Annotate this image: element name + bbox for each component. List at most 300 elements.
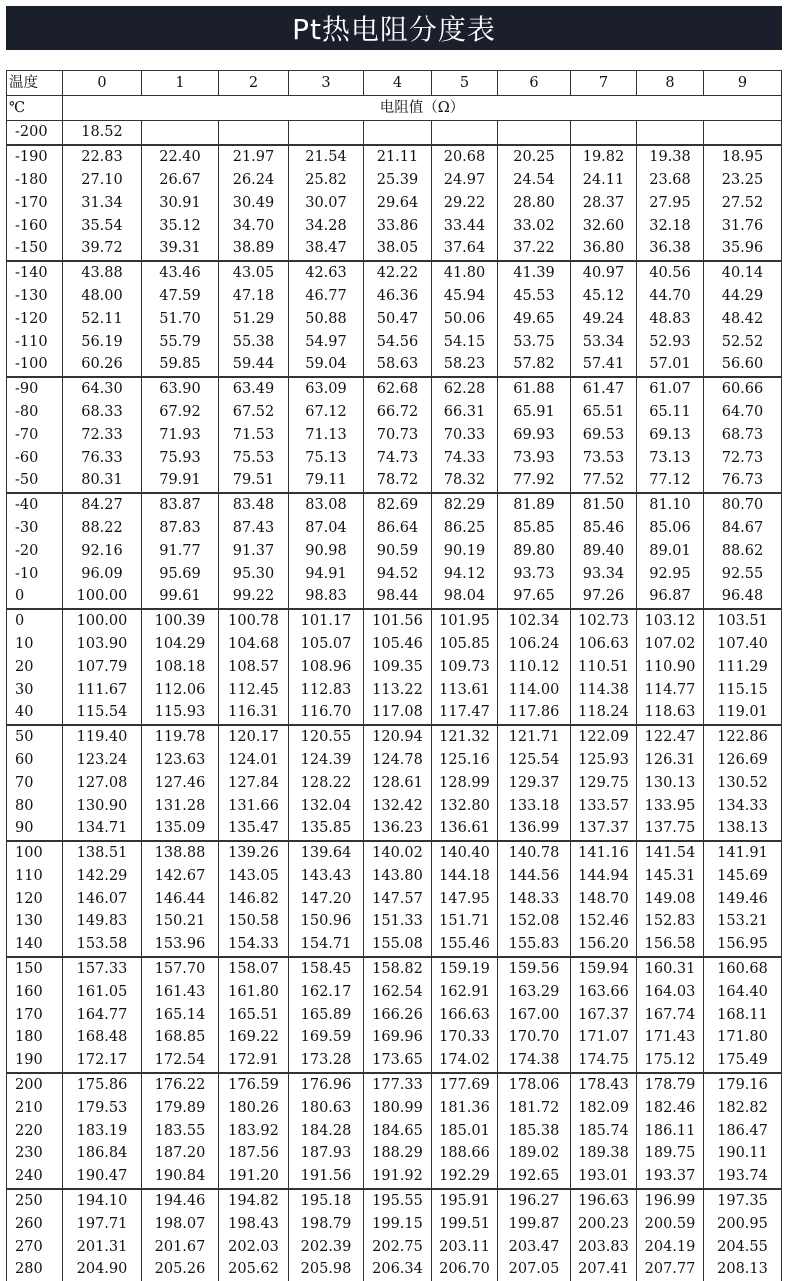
resistance-cell: 63.90 (142, 377, 219, 401)
resistance-cell: 163.29 (498, 980, 571, 1003)
resistance-cell: 79.51 (219, 469, 289, 493)
table-row (7, 169, 782, 192)
resistance-cell: 29.22 (432, 191, 498, 214)
resistance-cell: 192.65 (498, 1165, 571, 1189)
resistance-cell: 140.78 (498, 841, 571, 865)
resistance-cell: 24.97 (432, 169, 498, 192)
resistance-cell: 100.00 (63, 585, 142, 609)
resistance-cell: 43.88 (63, 261, 142, 285)
resistance-cell: 129.37 (498, 771, 571, 794)
resistance-cell: 25.82 (289, 169, 364, 192)
resistance-cell: 181.36 (432, 1096, 498, 1119)
resistance-cell: 107.02 (637, 633, 704, 656)
resistance-cell: 149.46 (704, 887, 782, 910)
resistance-cell: 53.75 (498, 330, 571, 353)
column-header: 0 (63, 71, 142, 96)
resistance-cell: 100.39 (142, 609, 219, 633)
table-row (7, 1235, 782, 1258)
resistance-cell: 87.83 (142, 517, 219, 540)
table-row (7, 887, 782, 910)
resistance-cell: 164.40 (704, 980, 782, 1003)
resistance-cell: 142.29 (63, 865, 142, 888)
resistance-cell: 94.91 (289, 562, 364, 585)
table-row (7, 1049, 782, 1073)
page-title: Pt热电阻分度表 (6, 6, 782, 50)
temperature-cell: -30 (7, 517, 63, 540)
resistance-cell: 189.38 (571, 1142, 637, 1165)
resistance-cell: 188.66 (432, 1142, 498, 1165)
resistance-cell: 158.07 (219, 957, 289, 981)
resistance-cell: 177.69 (432, 1073, 498, 1097)
resistance-cell: 59.85 (142, 353, 219, 377)
table-row (7, 678, 782, 701)
resistance-cell: 81.89 (498, 493, 571, 517)
resistance-cell: 202.39 (289, 1235, 364, 1258)
column-header: 9 (704, 71, 782, 96)
table-row (7, 980, 782, 1003)
resistance-cell: 178.06 (498, 1073, 571, 1097)
resistance-cell: 124.78 (364, 749, 432, 772)
resistance-cell: 143.05 (219, 865, 289, 888)
resistance-cell: 163.66 (571, 980, 637, 1003)
resistance-cell: 109.73 (432, 655, 498, 678)
temperature-cell: -200 (7, 121, 63, 145)
temperature-cell: 70 (7, 771, 63, 794)
resistance-cell: 176.22 (142, 1073, 219, 1097)
resistance-cell (142, 121, 219, 145)
resistance-cell: 161.80 (219, 980, 289, 1003)
table-row (7, 910, 782, 933)
resistance-cell: 31.76 (704, 214, 782, 237)
resistance-cell: 159.56 (498, 957, 571, 981)
resistance-cell: 59.44 (219, 353, 289, 377)
resistance-cell: 130.90 (63, 794, 142, 817)
resistance-cell: 28.37 (571, 191, 637, 214)
resistance-cell: 71.53 (219, 423, 289, 446)
resistance-cell: 153.96 (142, 933, 219, 957)
resistance-cell: 106.63 (571, 633, 637, 656)
resistance-cell: 54.97 (289, 330, 364, 353)
table-row (7, 517, 782, 540)
resistance-cell: 206.70 (432, 1258, 498, 1281)
resistance-cell: 200.23 (571, 1212, 637, 1235)
resistance-cell: 98.44 (364, 585, 432, 609)
resistance-cell: 141.54 (637, 841, 704, 865)
resistance-cell: 38.05 (364, 237, 432, 261)
resistance-cell: 69.13 (637, 423, 704, 446)
resistance-cell: 60.26 (63, 353, 142, 377)
table-row (7, 771, 782, 794)
temperature-cell: 0 (7, 585, 63, 609)
resistance-cell (704, 121, 782, 145)
resistance-cell: 55.79 (142, 330, 219, 353)
resistance-cell: 71.13 (289, 423, 364, 446)
resistance-cell: 90.19 (432, 539, 498, 562)
resistance-cell: 186.47 (704, 1119, 782, 1142)
table-row (7, 1165, 782, 1189)
temperature-cell: 90 (7, 817, 63, 841)
table-row (7, 1073, 782, 1097)
resistance-cell: 40.56 (637, 261, 704, 285)
table-row (7, 725, 782, 749)
resistance-cell: 173.65 (364, 1049, 432, 1073)
resistance-cell: 93.34 (571, 562, 637, 585)
resistance-cell: 143.43 (289, 865, 364, 888)
resistance-cell: 198.07 (142, 1212, 219, 1235)
resistance-cell: 110.12 (498, 655, 571, 678)
resistance-cell: 65.11 (637, 401, 704, 424)
resistance-cell: 183.92 (219, 1119, 289, 1142)
resistance-cell: 150.96 (289, 910, 364, 933)
resistance-cell: 207.05 (498, 1258, 571, 1281)
resistance-cell: 58.23 (432, 353, 498, 377)
resistance-cell: 125.93 (571, 749, 637, 772)
resistance-cell: 139.64 (289, 841, 364, 865)
resistance-cell: 170.33 (432, 1026, 498, 1049)
resistance-cell: 57.41 (571, 353, 637, 377)
resistance-cell: 40.14 (704, 261, 782, 285)
resistance-cell: 65.91 (498, 401, 571, 424)
resistance-cell: 179.53 (63, 1096, 142, 1119)
resistance-cell: 61.47 (571, 377, 637, 401)
resistance-cell: 62.68 (364, 377, 432, 401)
resistance-unit-label: 电阻值（Ω） (63, 96, 782, 121)
resistance-cell: 55.38 (219, 330, 289, 353)
resistance-cell: 75.13 (289, 446, 364, 469)
resistance-cell: 25.39 (364, 169, 432, 192)
temperature-cell: 280 (7, 1258, 63, 1281)
resistance-cell: 91.37 (219, 539, 289, 562)
resistance-cell: 180.63 (289, 1096, 364, 1119)
resistance-cell: 86.25 (432, 517, 498, 540)
resistance-cell: 94.12 (432, 562, 498, 585)
resistance-cell (498, 121, 571, 145)
resistance-cell: 165.89 (289, 1003, 364, 1026)
temperature-cell: -40 (7, 493, 63, 517)
resistance-cell: 87.43 (219, 517, 289, 540)
resistance-cell: 19.38 (637, 145, 704, 169)
temperature-cell: 270 (7, 1235, 63, 1258)
table-row (7, 353, 782, 377)
resistance-cell: 146.07 (63, 887, 142, 910)
resistance-cell: 21.54 (289, 145, 364, 169)
resistance-cell: 159.19 (432, 957, 498, 981)
resistance-cell: 56.60 (704, 353, 782, 377)
resistance-cell: 176.96 (289, 1073, 364, 1097)
resistance-cell: 24.54 (498, 169, 571, 192)
resistance-cell: 58.63 (364, 353, 432, 377)
resistance-cell: 45.12 (571, 285, 637, 308)
column-header: 1 (142, 71, 219, 96)
resistance-cell: 154.33 (219, 933, 289, 957)
temperature-cell: 100 (7, 841, 63, 865)
resistance-cell: 202.03 (219, 1235, 289, 1258)
resistance-cell: 46.36 (364, 285, 432, 308)
resistance-cell: 179.16 (704, 1073, 782, 1097)
table-row (7, 701, 782, 725)
resistance-cell: 132.04 (289, 794, 364, 817)
resistance-cell: 167.74 (637, 1003, 704, 1026)
resistance-cell: 97.26 (571, 585, 637, 609)
resistance-cell: 178.79 (637, 1073, 704, 1097)
resistance-cell: 196.63 (571, 1189, 637, 1213)
resistance-cell: 201.67 (142, 1235, 219, 1258)
resistance-cell: 141.16 (571, 841, 637, 865)
resistance-cell: 180.26 (219, 1096, 289, 1119)
resistance-cell: 174.02 (432, 1049, 498, 1073)
resistance-cell: 169.96 (364, 1026, 432, 1049)
temperature-cell: 180 (7, 1026, 63, 1049)
resistance-cell: 156.20 (571, 933, 637, 957)
resistance-cell: 176.59 (219, 1073, 289, 1097)
resistance-cell: 145.31 (637, 865, 704, 888)
resistance-cell: 146.82 (219, 887, 289, 910)
resistance-cell: 98.04 (432, 585, 498, 609)
resistance-cell: 75.93 (142, 446, 219, 469)
resistance-cell: 112.83 (289, 678, 364, 701)
resistance-cell: 129.75 (571, 771, 637, 794)
resistance-cell: 148.33 (498, 887, 571, 910)
resistance-cell: 187.20 (142, 1142, 219, 1165)
resistance-cell: 22.40 (142, 145, 219, 169)
resistance-cell: 193.37 (637, 1165, 704, 1189)
resistance-cell: 66.72 (364, 401, 432, 424)
temperature-cell: -60 (7, 446, 63, 469)
resistance-cell: 168.48 (63, 1026, 142, 1049)
temperature-cell: -190 (7, 145, 63, 169)
resistance-cell: 195.55 (364, 1189, 432, 1213)
resistance-cell: 112.45 (219, 678, 289, 701)
resistance-cell: 205.62 (219, 1258, 289, 1281)
resistance-cell: 196.27 (498, 1189, 571, 1213)
resistance-cell: 38.47 (289, 237, 364, 261)
resistance-cell: 153.21 (704, 910, 782, 933)
resistance-cell: 164.03 (637, 980, 704, 1003)
resistance-cell: 164.77 (63, 1003, 142, 1026)
resistance-cell: 156.95 (704, 933, 782, 957)
table-row (7, 377, 782, 401)
resistance-cell: 46.77 (289, 285, 364, 308)
temperature-cell: 130 (7, 910, 63, 933)
resistance-cell: 135.47 (219, 817, 289, 841)
resistance-cell: 117.86 (498, 701, 571, 725)
table-row (7, 493, 782, 517)
resistance-cell: 83.48 (219, 493, 289, 517)
resistance-cell: 119.01 (704, 701, 782, 725)
resistance-cell: 122.47 (637, 725, 704, 749)
resistance-cell: 198.79 (289, 1212, 364, 1235)
resistance-cell: 80.70 (704, 493, 782, 517)
temperature-cell: -140 (7, 261, 63, 285)
table-row (7, 865, 782, 888)
resistance-cell: 62.28 (432, 377, 498, 401)
resistance-cell: 81.10 (637, 493, 704, 517)
resistance-cell: 128.99 (432, 771, 498, 794)
resistance-cell: 142.67 (142, 865, 219, 888)
resistance-cell: 124.39 (289, 749, 364, 772)
resistance-cell: 105.46 (364, 633, 432, 656)
resistance-cell: 21.97 (219, 145, 289, 169)
resistance-cell: 64.30 (63, 377, 142, 401)
resistance-cell: 125.54 (498, 749, 571, 772)
temperature-cell: -20 (7, 539, 63, 562)
resistance-cell: 78.72 (364, 469, 432, 493)
resistance-cell: 168.11 (704, 1003, 782, 1026)
table-row (7, 1096, 782, 1119)
table-row (7, 633, 782, 656)
resistance-cell: 116.70 (289, 701, 364, 725)
resistance-cell: 44.29 (704, 285, 782, 308)
resistance-cell: 172.54 (142, 1049, 219, 1073)
resistance-cell: 27.52 (704, 191, 782, 214)
temperature-cell: 250 (7, 1189, 63, 1213)
temperature-cell: -130 (7, 285, 63, 308)
resistance-cell: 138.88 (142, 841, 219, 865)
resistance-cell: 20.68 (432, 145, 498, 169)
table-row (7, 562, 782, 585)
resistance-cell: 185.74 (571, 1119, 637, 1142)
resistance-cell: 89.80 (498, 539, 571, 562)
resistance-cell: 24.11 (571, 169, 637, 192)
resistance-cell: 70.73 (364, 423, 432, 446)
resistance-cell: 104.68 (219, 633, 289, 656)
resistance-cell: 54.15 (432, 330, 498, 353)
resistance-cell: 115.54 (63, 701, 142, 725)
resistance-cell: 34.28 (289, 214, 364, 237)
resistance-cell: 118.63 (637, 701, 704, 725)
resistance-cell: 139.26 (219, 841, 289, 865)
resistance-cell: 107.40 (704, 633, 782, 656)
resistance-cell: 159.94 (571, 957, 637, 981)
resistance-cell: 162.17 (289, 980, 364, 1003)
resistance-cell: 49.65 (498, 307, 571, 330)
resistance-cell: 113.61 (432, 678, 498, 701)
temperature-cell: 50 (7, 725, 63, 749)
resistance-cell: 179.89 (142, 1096, 219, 1119)
resistance-cell: 127.08 (63, 771, 142, 794)
resistance-cell: 18.95 (704, 145, 782, 169)
resistance-cell: 205.26 (142, 1258, 219, 1281)
resistance-cell: 73.13 (637, 446, 704, 469)
temperature-cell: 230 (7, 1142, 63, 1165)
table-row (7, 817, 782, 841)
resistance-cell: 186.84 (63, 1142, 142, 1165)
resistance-cell: 149.83 (63, 910, 142, 933)
resistance-cell: 86.64 (364, 517, 432, 540)
resistance-cell: 191.92 (364, 1165, 432, 1189)
resistance-cell: 131.28 (142, 794, 219, 817)
table-row (7, 585, 782, 609)
resistance-cell: 190.11 (704, 1142, 782, 1165)
resistance-cell: 160.31 (637, 957, 704, 981)
table-row (7, 446, 782, 469)
resistance-cell: 101.17 (289, 609, 364, 633)
resistance-cell: 172.17 (63, 1049, 142, 1073)
resistance-cell: 184.65 (364, 1119, 432, 1142)
resistance-cell: 33.44 (432, 214, 498, 237)
resistance-cell: 84.27 (63, 493, 142, 517)
resistance-cell: 105.07 (289, 633, 364, 656)
resistance-cell: 22.83 (63, 145, 142, 169)
resistance-cell: 48.83 (637, 307, 704, 330)
temperature-cell: 260 (7, 1212, 63, 1235)
resistance-cell: 167.00 (498, 1003, 571, 1026)
resistance-cell: 203.83 (571, 1235, 637, 1258)
resistance-cell: 35.96 (704, 237, 782, 261)
resistance-cell: 169.59 (289, 1026, 364, 1049)
resistance-cell: 127.46 (142, 771, 219, 794)
resistance-cell: 157.70 (142, 957, 219, 981)
resistance-cell: 157.33 (63, 957, 142, 981)
resistance-cell: 57.01 (637, 353, 704, 377)
resistance-cell: 33.02 (498, 214, 571, 237)
resistance-cell: 133.95 (637, 794, 704, 817)
resistance-cell: 92.95 (637, 562, 704, 585)
resistance-cell: 64.70 (704, 401, 782, 424)
resistance-cell: 134.71 (63, 817, 142, 841)
resistance-cell: 29.64 (364, 191, 432, 214)
resistance-cell: 63.09 (289, 377, 364, 401)
resistance-cell: 40.97 (571, 261, 637, 285)
temperature-cell: 150 (7, 957, 63, 981)
resistance-cell: 136.61 (432, 817, 498, 841)
temperature-cell: 60 (7, 749, 63, 772)
resistance-cell: 140.02 (364, 841, 432, 865)
resistance-cell: 57.82 (498, 353, 571, 377)
resistance-cell: 191.20 (219, 1165, 289, 1189)
resistance-cell: 131.66 (219, 794, 289, 817)
resistance-cell: 197.35 (704, 1189, 782, 1213)
resistance-cell: 75.53 (219, 446, 289, 469)
resistance-cell: 153.58 (63, 933, 142, 957)
resistance-cell: 189.02 (498, 1142, 571, 1165)
resistance-cell: 54.56 (364, 330, 432, 353)
resistance-cell: 101.95 (432, 609, 498, 633)
table-row (7, 539, 782, 562)
resistance-cell: 167.37 (571, 1003, 637, 1026)
resistance-cell: 119.78 (142, 725, 219, 749)
resistance-cell: 43.46 (142, 261, 219, 285)
resistance-cell: 120.94 (364, 725, 432, 749)
resistance-cell: 114.77 (637, 678, 704, 701)
resistance-cell: 21.11 (364, 145, 432, 169)
resistance-cell: 202.75 (364, 1235, 432, 1258)
resistance-cell: 144.56 (498, 865, 571, 888)
resistance-cell: 30.07 (289, 191, 364, 214)
resistance-cell: 42.22 (364, 261, 432, 285)
resistance-cell: 97.65 (498, 585, 571, 609)
table-row (7, 1212, 782, 1235)
resistance-cell: 192.29 (432, 1165, 498, 1189)
resistance-cell: 166.26 (364, 1003, 432, 1026)
resistance-cell: 116.31 (219, 701, 289, 725)
resistance-cell: 71.93 (142, 423, 219, 446)
resistance-cell: 19.82 (571, 145, 637, 169)
resistance-cell: 170.70 (498, 1026, 571, 1049)
table-row (7, 749, 782, 772)
resistance-cell: 34.70 (219, 214, 289, 237)
resistance-cell: 193.74 (704, 1165, 782, 1189)
resistance-cell: 204.19 (637, 1235, 704, 1258)
resistance-cell: 150.58 (219, 910, 289, 933)
resistance-cell: 132.80 (432, 794, 498, 817)
resistance-cell: 137.37 (571, 817, 637, 841)
temperature-cell: 170 (7, 1003, 63, 1026)
table-row (7, 1142, 782, 1165)
resistance-cell: 77.12 (637, 469, 704, 493)
resistance-cell: 175.49 (704, 1049, 782, 1073)
resistance-cell: 30.91 (142, 191, 219, 214)
